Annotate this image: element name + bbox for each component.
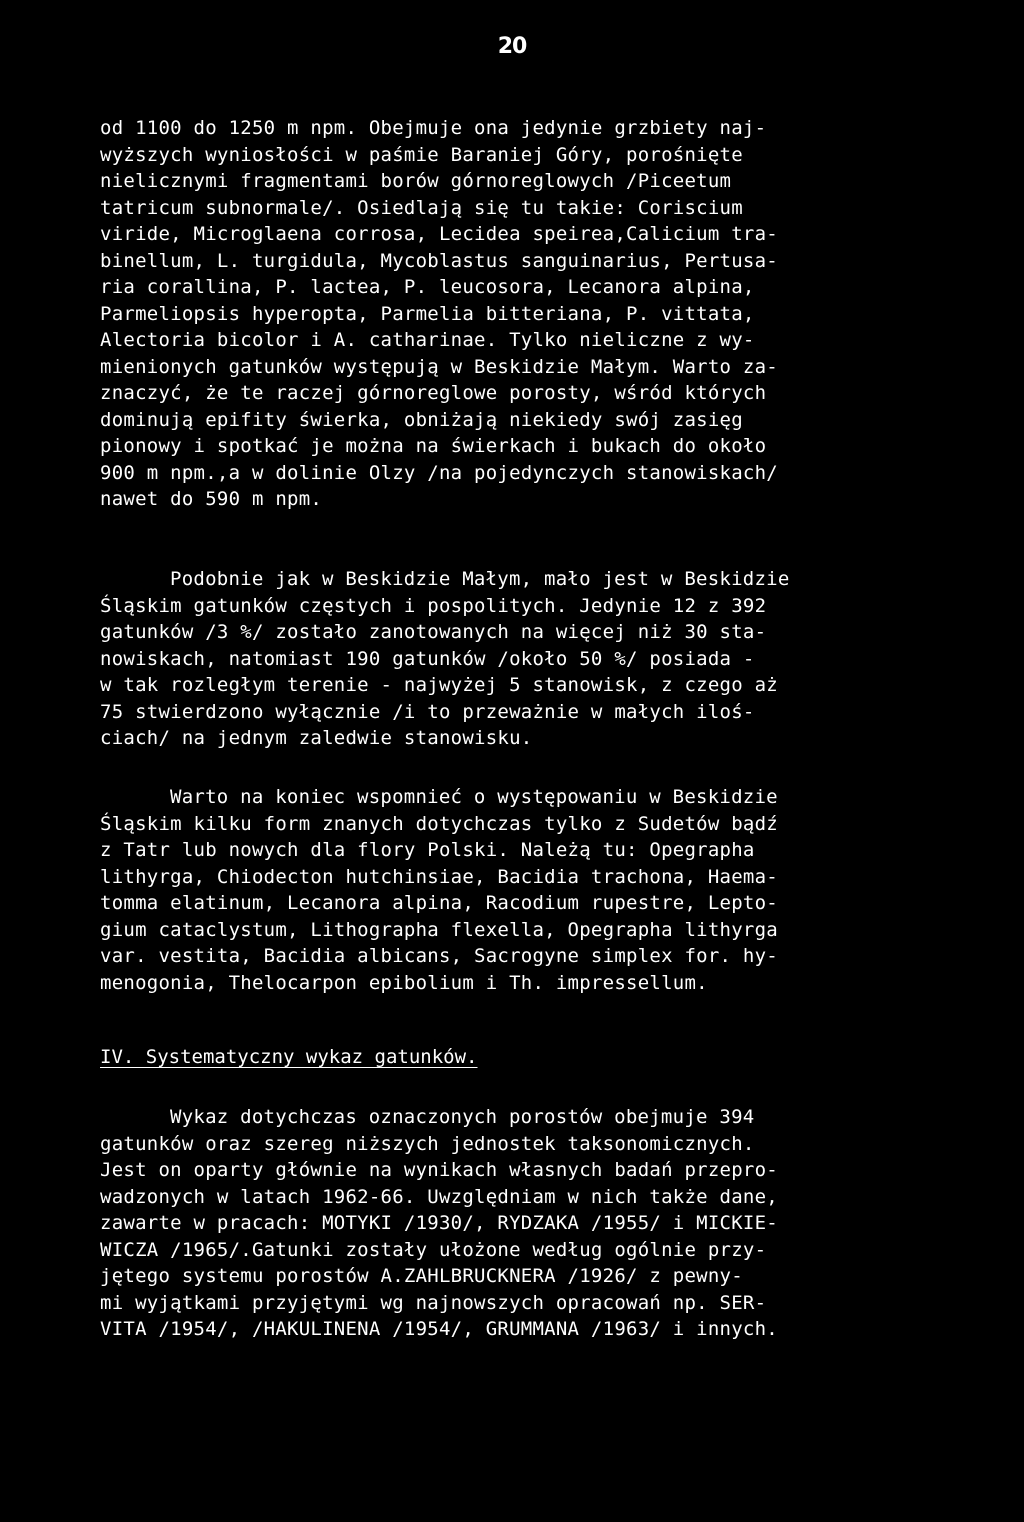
text-line: od 1100 do 1250 m npm. Obejmuje ona jedynie grzbiety naj- [100,117,767,139]
text-line: z Tatr lub nowych dla flory Polski. Należą tu: Opegrapha [100,839,755,861]
text-line: mienionych gatunków występują w Beskidzie Małym. Warto za- [100,355,778,378]
text-line: w tak rozległym terenie - najwyżej 5 stanowisk, z czego aż [100,674,778,696]
text-line: tatricum subnormale/. Osiedlają się tu takie: Coriscium [100,196,743,219]
section-heading: IV. Systematyczny wykaz gatunków. [100,1046,478,1068]
text-line: binellum, L. turgidula, Mycoblastus sanguinarius, Pertusa- [100,249,778,272]
text-line: wadzonych w latach 1962-66. Uwzględniam w nich także dane, [100,1185,778,1208]
text-line: Podobnie jak w Beskidzie Małym, mało jest w Beskidzie [170,568,790,590]
text-line: var. vestita, Bacidia albicans, Sacrogyne simplex for. hy- [100,945,778,967]
text-line: nawet do 590 m npm. [100,488,323,510]
text-line: gium cataclystum, Lithographa flexella, Opegrapha lithyrga [100,918,778,941]
text-line: Warto na koniec wspomnieć o występowaniu w Beskidzie [170,786,778,808]
text-line: pionowy i spotkać je można na świerkach i bukach do około [100,435,767,457]
text-line: wyższych wyniosłości w paśmie Baraniej Góry, porośnięte [100,143,743,166]
text-line: 75 stwierdzono wyłącznie /i to przeważnie w małych iloś- [100,700,755,723]
text-line: mi wyjątkami przyjętymi wg najnowszych opracowań np. SER- [100,1291,767,1314]
text-line: lithyrga, Chiodecton hutchinsiae, Bacidia trachona, Haema- [100,865,778,888]
text-line: 900 m npm.,a w dolinie Olzy /na pojedynczych stanowiskach/ [100,461,778,484]
paragraph-4 [100,1104,930,1343]
text-line: ria corallina, P. lactea, P. leucosora, Lecanora alpina, [100,276,755,298]
text-line: jętego systemu porostów A.ZAHLBRUCKNERA /1926/ z pewny- [100,1265,743,1287]
text-line: tomma elatinum, Lecanora alpina, Racodium rupestre, Lepto- [100,892,778,914]
paragraph-2 [100,566,930,752]
text-line: Śląskim gatunków częstych i pospolitych. Jedynie 12 z 392 [100,594,767,617]
text-line: znaczyć, że te raczej górnoreglowe porosty, wśród których [100,382,767,404]
text-line: VITA /1954/, /HAKULINENA /1954/, GRUMMANA /1963/ i innych. [100,1318,778,1340]
page-number: 20 [497,34,527,59]
text-line: Śląskim kilku form znanych dotychczas tylko z Sudetów bądź [100,812,778,835]
text-line: WICZA /1965/.Gatunki zostały ułożone według ogólnie przy- [100,1238,767,1261]
text-line: Jest on oparty głównie na wynikach własnych badań przepro- [100,1159,778,1181]
text-line: nowiskach, natomiast 190 gatunków /około 50 %/ posiada - [100,647,755,670]
text-line: Wykaz dotychczas oznaczonych porostów obejmuje 394 [170,1106,755,1128]
text-line: viride, Microglaena corrosa, Lecidea speirea,Calicium tra- [100,223,778,245]
text-line: dominują epifity świerka, obniżają niekiedy swój zasięg [100,408,743,431]
text-line: gatunków /3 %/ zostało zanotowanych na więcej niż 30 sta- [100,621,767,643]
text-line: Alectoria bicolor i A. catharinae. Tylko nieliczne z wy- [100,329,755,351]
paragraph-3 [100,784,930,996]
text-line: nielicznymi fragmentami borów górnoreglowych /Piceetum [100,170,732,192]
text-line: Parmeliopsis hyperopta, Parmelia bitteriana, P. vittata, [100,302,755,325]
text-line: gatunków oraz szereg niższych jednostek taksonomicznych. [100,1132,755,1155]
paragraph-1 [100,115,930,513]
text-line: ciach/ na jednym zaledwie stanowisku. [100,727,533,749]
text-line: zawarte w pracach: MOTYKI /1930/, RYDZAKA /1955/ i MICKIE- [100,1212,778,1234]
text-line: menogonia, Thelocarpon epibolium i Th. impressellum. [100,971,708,994]
